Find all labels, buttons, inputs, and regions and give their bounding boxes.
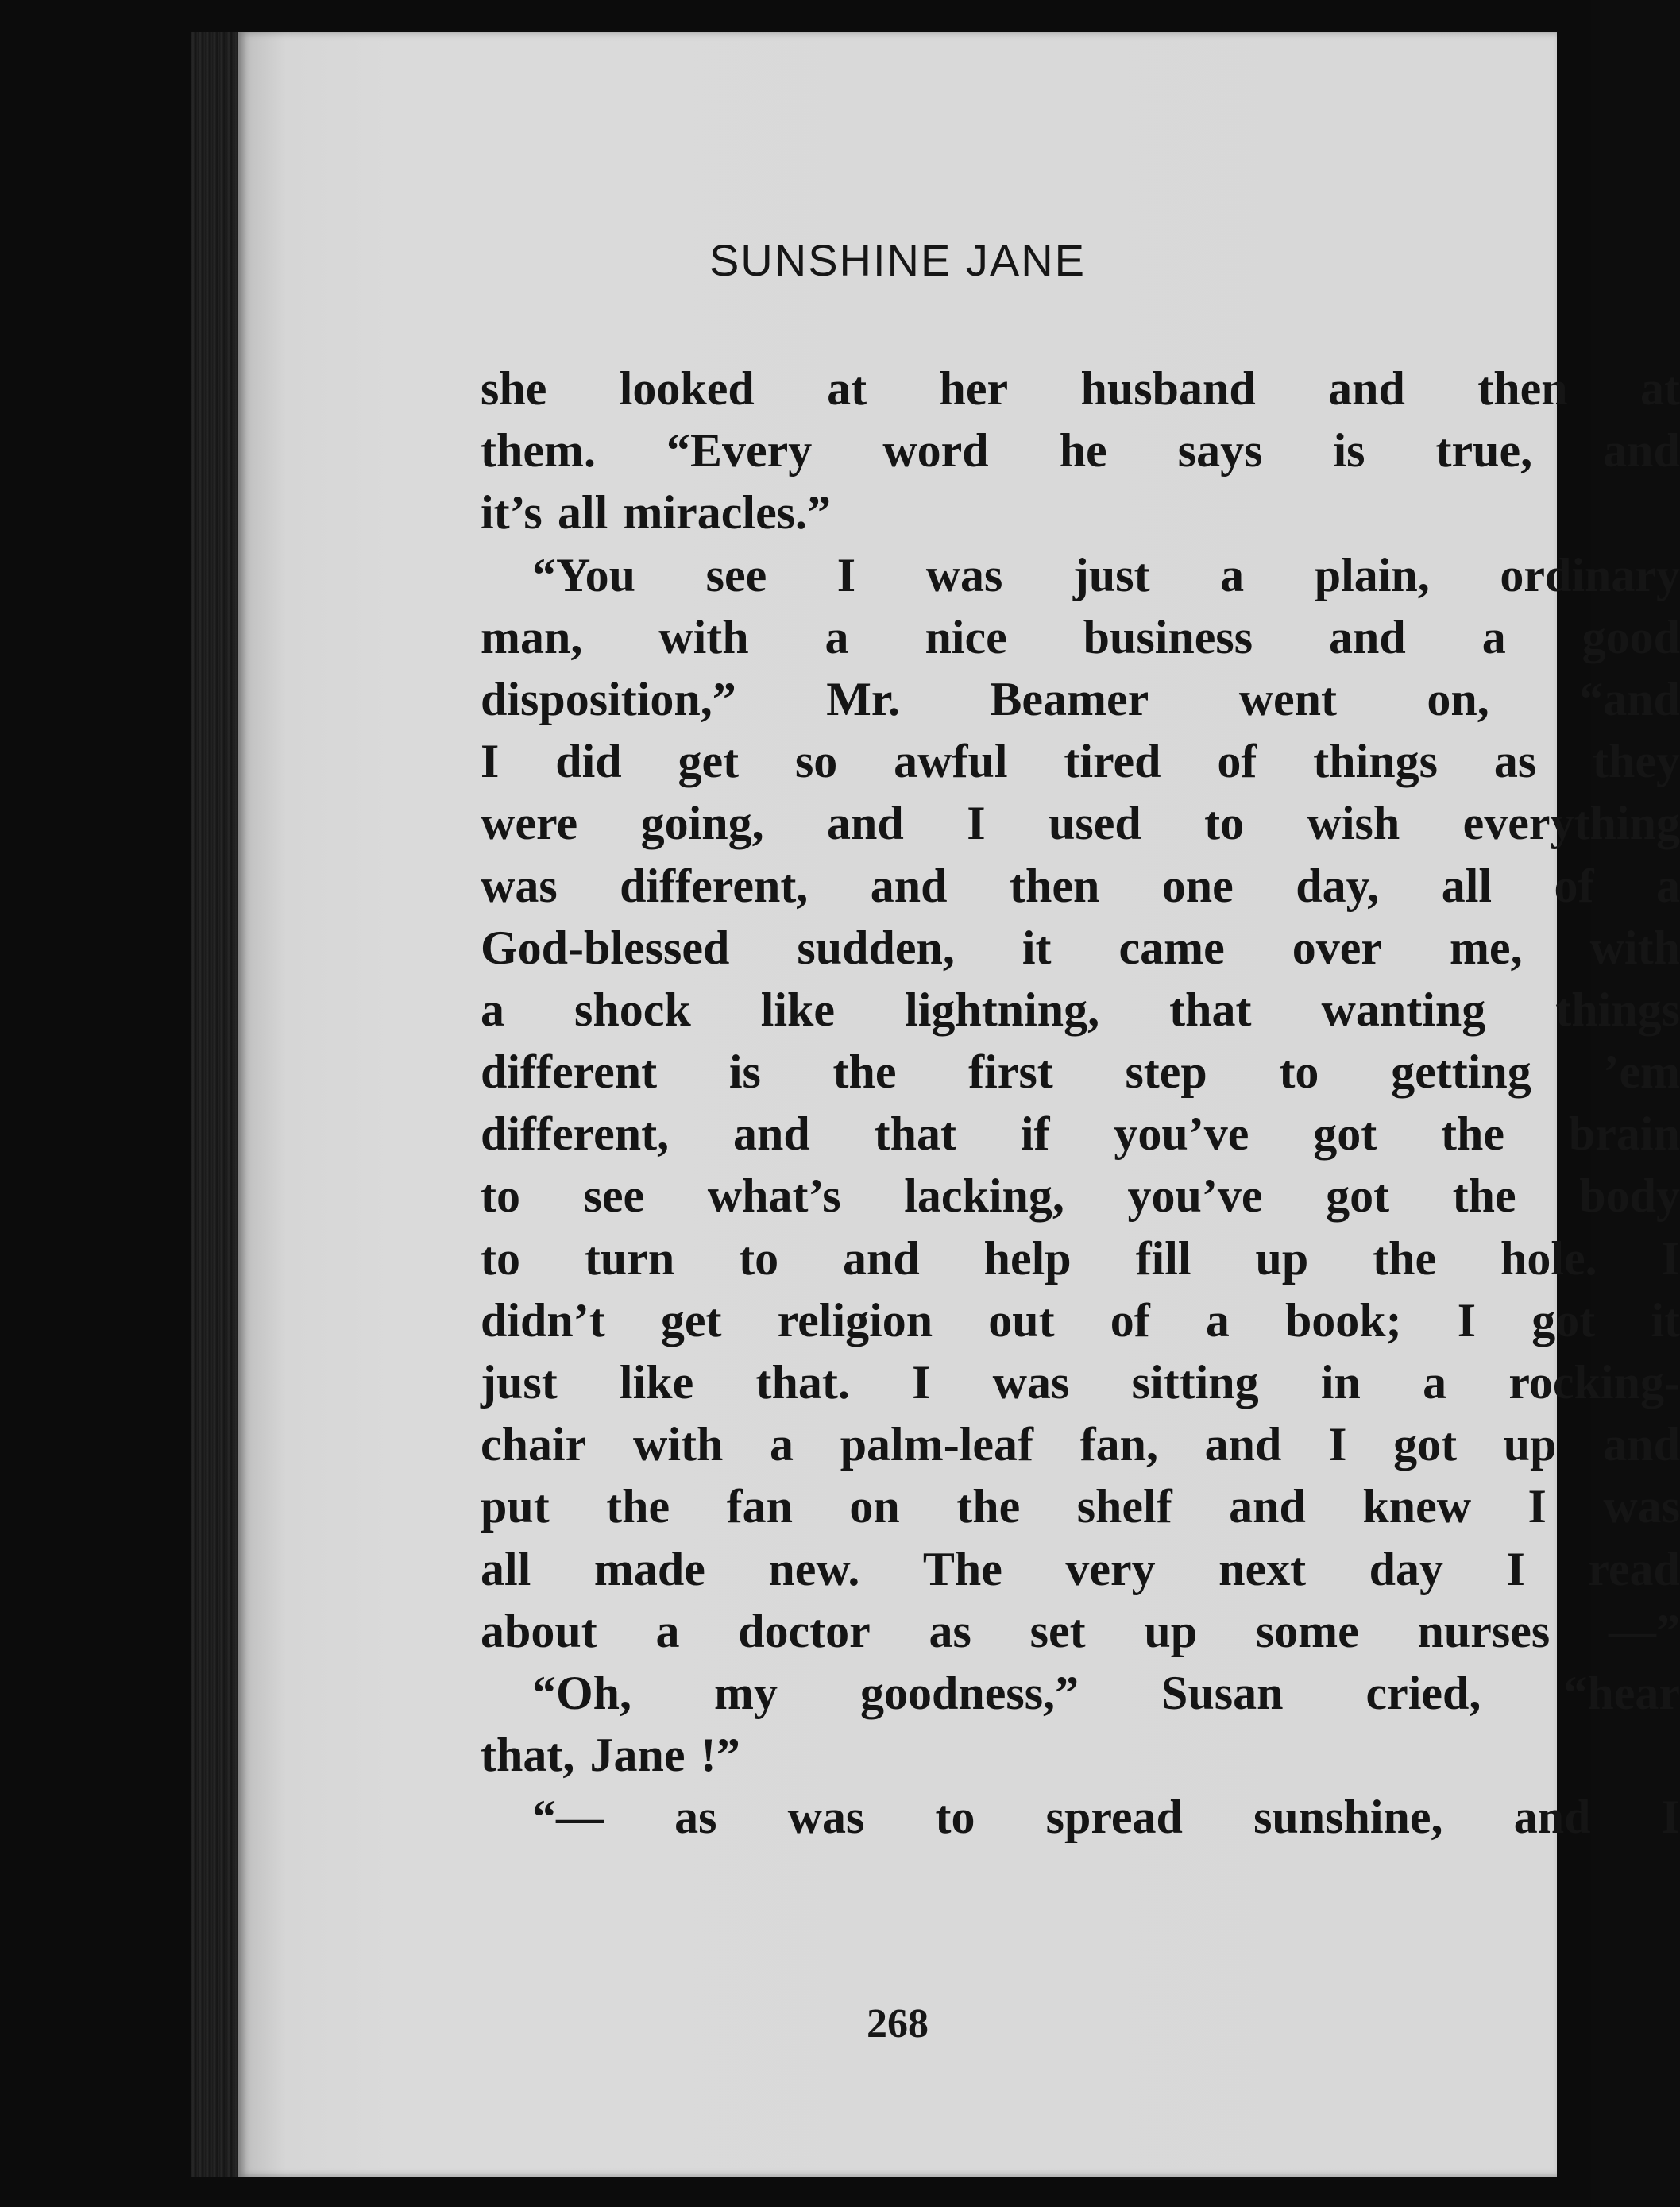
text-line	[481, 1351, 1680, 1413]
word: different,	[620, 859, 809, 912]
word: went	[1238, 672, 1337, 725]
word: things	[1313, 735, 1438, 788]
word: is	[1333, 424, 1365, 477]
word: as	[1493, 735, 1537, 788]
word: of	[1554, 859, 1594, 912]
word: and	[843, 1231, 920, 1285]
word: —”	[1608, 1604, 1680, 1657]
text-line	[481, 1289, 1680, 1351]
word: and	[1229, 1480, 1306, 1533]
word: over	[1292, 921, 1382, 974]
word: different	[481, 1046, 658, 1099]
word: they	[1593, 735, 1680, 788]
word: and	[1328, 362, 1405, 415]
word: and	[1204, 1418, 1282, 1471]
word: a	[481, 983, 504, 1036]
word: were	[481, 797, 578, 850]
word: and	[1603, 1418, 1680, 1471]
text-line	[481, 1724, 1680, 1786]
word: that	[1169, 983, 1252, 1036]
word: a	[825, 610, 849, 663]
word: man,	[481, 610, 583, 663]
word: lacking,	[904, 1169, 1064, 1223]
text-line	[481, 1103, 1680, 1165]
word: so	[794, 735, 838, 788]
word: book;	[1284, 1293, 1402, 1347]
word: a	[1423, 1356, 1447, 1409]
word: of	[1217, 735, 1257, 788]
word: I	[836, 548, 856, 601]
word: got	[1531, 1293, 1596, 1347]
word: that,	[481, 1729, 575, 1782]
word: got	[1326, 1169, 1390, 1223]
word: and	[1329, 610, 1406, 663]
word: about	[481, 1604, 597, 1657]
word: didn’t	[481, 1293, 605, 1347]
word: body	[1579, 1169, 1680, 1223]
word: just	[1072, 548, 1150, 601]
word: that	[874, 1107, 956, 1161]
word: looked	[619, 362, 755, 415]
running-head: SUNSHINE JANE	[709, 235, 1087, 285]
word: Mr.	[826, 672, 900, 725]
word: the	[1452, 1169, 1516, 1223]
text-line	[481, 1227, 1680, 1289]
word: I	[1661, 1791, 1680, 1844]
word: to	[481, 1169, 520, 1223]
word: Jane	[589, 1729, 686, 1782]
word: chair	[481, 1418, 587, 1471]
word: up	[1144, 1604, 1198, 1657]
book-page	[238, 32, 1680, 2177]
word: the	[606, 1480, 670, 1533]
word: the	[956, 1480, 1021, 1533]
word: “Oh,	[532, 1666, 632, 1719]
word: set	[1029, 1604, 1086, 1657]
word: of	[1110, 1293, 1150, 1347]
text-line	[481, 1475, 1680, 1537]
word: wanting	[1321, 983, 1486, 1036]
word: lightning,	[905, 983, 1100, 1036]
word: as	[674, 1791, 717, 1844]
text-line	[481, 481, 1680, 543]
word: to	[739, 1231, 779, 1285]
word: a	[770, 1418, 794, 1471]
word: all	[481, 1542, 531, 1595]
word: I	[481, 735, 500, 788]
text-line	[481, 606, 1680, 668]
word: if	[1020, 1107, 1050, 1161]
word: on,	[1427, 672, 1489, 725]
word: to	[481, 1231, 520, 1285]
word: a	[1481, 610, 1506, 663]
word: is	[728, 1046, 761, 1099]
word: read	[1588, 1542, 1680, 1595]
word: and	[733, 1107, 810, 1161]
word: going,	[640, 797, 764, 850]
word: got	[1313, 1107, 1377, 1161]
word: nurses	[1417, 1604, 1551, 1657]
word: plain,	[1314, 548, 1430, 601]
word: knew	[1362, 1480, 1472, 1533]
word: it’s	[481, 486, 543, 539]
text-line	[481, 1041, 1680, 1103]
text-line	[481, 730, 1680, 792]
word: up	[1255, 1231, 1309, 1285]
word: to	[1279, 1046, 1319, 1099]
word: and	[1603, 424, 1680, 477]
word: at	[827, 362, 867, 415]
word: my	[714, 1666, 778, 1719]
word: word	[882, 424, 989, 477]
word: things	[1555, 983, 1680, 1036]
word: step	[1125, 1046, 1207, 1099]
word: the	[1373, 1231, 1437, 1285]
word: was	[925, 548, 1003, 601]
text-line	[481, 1413, 1680, 1475]
word: wish	[1307, 797, 1400, 850]
word: fill	[1135, 1231, 1191, 1285]
word: it	[1651, 1293, 1680, 1347]
word: shock	[574, 983, 691, 1036]
text-line	[481, 917, 1680, 979]
text-line	[481, 792, 1680, 854]
word: then	[1477, 362, 1568, 415]
word: was	[992, 1356, 1070, 1409]
text-line	[481, 855, 1680, 917]
word: then	[1009, 859, 1100, 912]
text-line	[481, 358, 1680, 419]
word: the	[1441, 1107, 1505, 1161]
word: tired	[1064, 735, 1161, 788]
word: you’ve	[1127, 1169, 1263, 1223]
word: different,	[481, 1107, 670, 1161]
word: all	[557, 486, 608, 539]
word: “You	[532, 548, 636, 601]
word: and	[1513, 1791, 1591, 1844]
word: nice	[925, 610, 1007, 663]
word: and	[827, 797, 904, 850]
word: awful	[894, 735, 1008, 788]
word: “and	[1579, 672, 1680, 725]
word: like	[619, 1356, 694, 1409]
word: with	[1589, 921, 1680, 974]
word: Susan	[1161, 1666, 1284, 1719]
word: got	[1393, 1418, 1458, 1471]
word: used	[1048, 797, 1141, 850]
word: see	[583, 1169, 645, 1223]
text-line	[481, 419, 1680, 481]
word: a	[1655, 859, 1680, 912]
word: get	[678, 735, 740, 788]
book-spine-edge	[191, 32, 238, 2177]
word: turn	[584, 1231, 675, 1285]
word: the	[832, 1046, 897, 1099]
word: that.	[755, 1356, 850, 1409]
word: was	[1603, 1480, 1680, 1533]
word: doctor	[738, 1604, 871, 1657]
word: everything	[1462, 797, 1680, 850]
word: shelf	[1076, 1480, 1172, 1533]
word: miracles.”	[623, 486, 832, 539]
word: sunshine,	[1253, 1791, 1443, 1844]
word: came	[1118, 921, 1225, 974]
word: fan,	[1079, 1418, 1158, 1471]
word: what’s	[707, 1169, 841, 1223]
word: some	[1255, 1604, 1359, 1657]
word: good	[1582, 610, 1680, 663]
word: The	[922, 1542, 1002, 1595]
text-line	[481, 1662, 1680, 1724]
word: sitting	[1131, 1356, 1259, 1409]
word: to	[935, 1791, 975, 1844]
word: husband	[1080, 362, 1256, 415]
word: next	[1218, 1542, 1307, 1595]
word: day,	[1296, 859, 1380, 912]
word: me,	[1449, 921, 1523, 974]
word: all	[1441, 859, 1493, 912]
word: made	[593, 1542, 705, 1595]
word: Beamer	[990, 672, 1149, 725]
word: was	[481, 859, 558, 912]
word: up	[1503, 1418, 1557, 1471]
word: he	[1059, 424, 1107, 477]
word: one	[1161, 859, 1234, 912]
word: goodness,”	[859, 1666, 1079, 1719]
word: ordinary	[1500, 548, 1680, 601]
word: you’ve	[1114, 1107, 1249, 1161]
word: I	[967, 797, 986, 850]
word: day	[1369, 1542, 1444, 1595]
word: religion	[777, 1293, 933, 1347]
word: did	[555, 735, 622, 788]
word: I	[1457, 1293, 1477, 1347]
word: rocking-	[1508, 1356, 1680, 1409]
word: on	[849, 1480, 900, 1533]
body-text	[481, 358, 1680, 1849]
word: sudden,	[797, 921, 955, 974]
word: getting	[1391, 1046, 1531, 1099]
text-line	[481, 544, 1680, 606]
word: God-blessed	[481, 921, 730, 974]
word: get	[660, 1293, 722, 1347]
word: fan	[726, 1480, 793, 1533]
word: put	[481, 1480, 550, 1533]
word: “Every	[666, 424, 813, 477]
word: new.	[768, 1542, 860, 1595]
word: help	[983, 1231, 1072, 1285]
word: I	[1328, 1418, 1347, 1471]
word: she	[481, 362, 547, 415]
word: I	[1527, 1480, 1547, 1533]
word: her	[939, 362, 1009, 415]
word: with	[632, 1418, 724, 1471]
word: hole.	[1500, 1231, 1597, 1285]
word: out	[988, 1293, 1055, 1347]
word: “hear	[1563, 1666, 1680, 1719]
word: “—	[532, 1791, 604, 1844]
word: a	[1205, 1293, 1230, 1347]
word: just	[481, 1356, 558, 1409]
word: see	[705, 548, 767, 601]
text-line	[481, 979, 1680, 1041]
word: I	[1661, 1231, 1680, 1285]
word: a	[1220, 548, 1245, 601]
word: spread	[1045, 1791, 1183, 1844]
word: with	[658, 610, 749, 663]
word: at	[1639, 362, 1680, 415]
word: true,	[1435, 424, 1533, 477]
word: palm-leaf	[840, 1418, 1033, 1471]
word: I	[912, 1356, 931, 1409]
text-line	[481, 1538, 1680, 1600]
word: as	[929, 1604, 971, 1657]
text-line	[481, 1786, 1680, 1848]
text-line	[481, 1165, 1680, 1227]
word: says	[1177, 424, 1263, 477]
word: cried,	[1365, 1666, 1481, 1719]
word: a	[655, 1604, 680, 1657]
word: was	[787, 1791, 865, 1844]
word: ’em	[1603, 1046, 1680, 1099]
word: to	[1204, 797, 1245, 850]
page-number: 268	[867, 2001, 929, 2047]
word: very	[1065, 1542, 1156, 1595]
word: like	[760, 983, 836, 1036]
word: them.	[481, 424, 596, 477]
word: !”	[700, 1729, 740, 1782]
word: brain	[1568, 1107, 1680, 1161]
word: it	[1022, 921, 1052, 974]
word: in	[1320, 1356, 1361, 1409]
word: disposition,”	[481, 672, 736, 725]
word: first	[968, 1046, 1053, 1099]
word: and	[870, 859, 948, 912]
text-line	[481, 1600, 1680, 1662]
text-line	[481, 668, 1680, 730]
word: business	[1083, 610, 1253, 663]
word: I	[1506, 1542, 1525, 1595]
